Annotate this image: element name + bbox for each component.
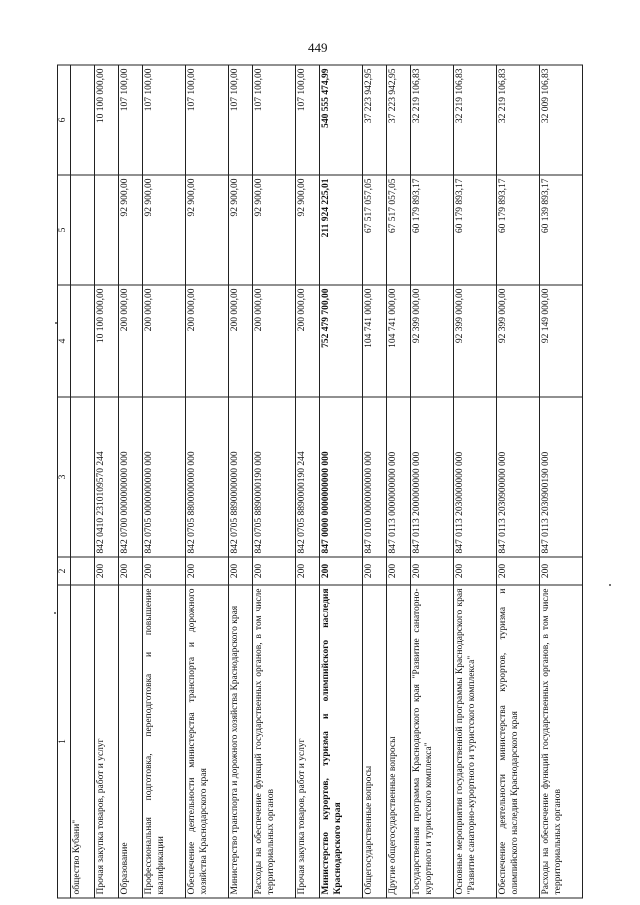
table-row	[71, 65, 95, 898]
approved-amount: 104 741 000,00	[386, 285, 410, 397]
row-name: Обеспечение деятельности министерства курортов, туризма и олимпийского наследия Краснодарского края	[496, 585, 539, 898]
executed-amount: 60 179 893,17	[410, 175, 453, 285]
row-code: 200	[539, 557, 582, 585]
table-row	[118, 65, 142, 898]
row-name: Министерство курортов, туризма и олимпийского наследия Краснодарского края	[319, 585, 362, 898]
budget-code: 847 0000 0000000000 000	[319, 397, 362, 557]
budget-code: 842 0705 8800000000 000	[185, 397, 228, 557]
row-code: 200	[410, 557, 453, 585]
executed-amount: 60 139 893,17	[539, 175, 582, 285]
remaining-amount	[71, 65, 95, 175]
remaining-amount: 37 223 942,95	[362, 65, 386, 175]
table-row	[496, 65, 539, 898]
scan-speck	[609, 584, 611, 586]
row-code: 200	[228, 557, 252, 585]
budget-code: 847 0113 2030000000 000	[453, 397, 496, 557]
remaining-amount: 32 219 106,83	[410, 65, 453, 175]
executed-amount	[94, 175, 118, 285]
table-row	[252, 65, 295, 898]
approved-amount: 10 100 000,00	[94, 285, 118, 397]
budget-code: 847 0113 2030900190 000	[539, 397, 582, 557]
table-row	[386, 65, 410, 898]
scan-speck	[54, 612, 56, 614]
remaining-amount: 107 100,00	[185, 65, 228, 175]
row-name: Основные мероприятия государственной программы Краснодарского края "Развитие санаторно-курортного и туристского комплекса"	[453, 585, 496, 898]
row-name: Общегосударственные вопросы	[362, 585, 386, 898]
table-row	[185, 65, 228, 898]
row-name: общество Кубани"	[71, 585, 95, 898]
executed-amount	[71, 175, 95, 285]
row-code: 200	[94, 557, 118, 585]
remaining-amount: 107 100,00	[142, 65, 185, 175]
remaining-amount: 37 223 942,95	[386, 65, 410, 175]
row-code	[71, 557, 95, 585]
executed-amount: 92 900,00	[185, 175, 228, 285]
row-code: 200	[496, 557, 539, 585]
row-name: Другие общегосударственные вопросы	[386, 585, 410, 898]
approved-amount: 200 000,00	[295, 285, 319, 397]
approved-amount	[71, 285, 95, 397]
table-body	[71, 65, 583, 898]
budget-code: 847 0113 2000000000 000	[410, 397, 453, 557]
row-name: Государственная программа Краснодарского края "Развитие санаторно-курортного и туристского комплекса"	[410, 585, 453, 898]
approved-amount: 200 000,00	[142, 285, 185, 397]
executed-amount: 92 900,00	[295, 175, 319, 285]
remaining-amount: 107 100,00	[228, 65, 252, 175]
executed-amount: 211 924 225,01	[319, 175, 362, 285]
row-code: 200	[252, 557, 295, 585]
remaining-amount: 107 100,00	[295, 65, 319, 175]
executed-amount: 92 900,00	[118, 175, 142, 285]
remaining-amount: 107 100,00	[252, 65, 295, 175]
row-name: Расходы на обеспечение функций государственных органов, в том числе территориальных органов	[252, 585, 295, 898]
approved-amount: 752 479 700,00	[319, 285, 362, 397]
table-row	[94, 65, 118, 898]
remaining-amount: 10 100 000,00	[94, 65, 118, 175]
column-header: 4	[58, 285, 71, 397]
table-row	[362, 65, 386, 898]
table-row	[228, 65, 252, 898]
approved-amount: 92 149 000,00	[539, 285, 582, 397]
remaining-amount: 32 219 106,83	[453, 65, 496, 175]
column-header: 5	[58, 175, 71, 285]
column-header: 2	[58, 557, 71, 585]
column-header: 6	[58, 65, 71, 175]
budget-code	[71, 397, 95, 557]
row-code: 200	[185, 557, 228, 585]
executed-amount: 92 900,00	[142, 175, 185, 285]
row-name: Профессиональная подготовка, переподготовка и повышение квалификации	[142, 585, 185, 898]
row-code: 200	[118, 557, 142, 585]
row-name: Министерство транспорта и дорожного хозяйства Краснодарского края	[228, 585, 252, 898]
executed-amount: 60 179 893,17	[453, 175, 496, 285]
approved-amount: 104 741 000,00	[362, 285, 386, 397]
budget-code: 847 0100 0000000000 000	[362, 397, 386, 557]
row-code: 200	[295, 557, 319, 585]
budget-table	[57, 65, 583, 899]
row-name: Расходы на обеспечение функций государственных органов, в том числе территориальных органов	[539, 585, 582, 898]
page-number: 449	[308, 40, 328, 55]
table-row	[539, 65, 582, 898]
table-row	[453, 65, 496, 898]
executed-amount: 92 900,00	[228, 175, 252, 285]
row-code: 200	[386, 557, 410, 585]
approved-amount: 200 000,00	[252, 285, 295, 397]
table-row	[142, 65, 185, 898]
budget-code: 842 0705 8890000190 244	[295, 397, 319, 557]
row-name: Обеспечение деятельности министерства транспорта и дорожного хозяйства Краснодарского края	[185, 585, 228, 898]
remaining-amount: 540 555 474,99	[319, 65, 362, 175]
header-row	[58, 65, 71, 898]
budget-code: 842 0705 8890000000 000	[228, 397, 252, 557]
budget-code: 842 0705 0000000000 000	[142, 397, 185, 557]
executed-amount: 60 179 893,17	[496, 175, 539, 285]
budget-code: 842 0700 0000000000 000	[118, 397, 142, 557]
column-header: 3	[58, 397, 71, 557]
budget-code: 842 0410 2310109570 244	[94, 397, 118, 557]
row-name: Прочая закупка товаров, работ и услуг	[94, 585, 118, 898]
approved-amount: 92 399 000,00	[453, 285, 496, 397]
approved-amount: 200 000,00	[185, 285, 228, 397]
row-code: 200	[319, 557, 362, 585]
remaining-amount: 32 219 106,83	[496, 65, 539, 175]
budget-code: 847 0113 2030900000 000	[496, 397, 539, 557]
table-row	[410, 65, 453, 898]
table-row	[295, 65, 319, 898]
row-code: 200	[142, 557, 185, 585]
row-code: 200	[453, 557, 496, 585]
remaining-amount: 32 009 106,83	[539, 65, 582, 175]
remaining-amount: 107 100,00	[118, 65, 142, 175]
approved-amount: 200 000,00	[118, 285, 142, 397]
row-code: 200	[362, 557, 386, 585]
approved-amount: 200 000,00	[228, 285, 252, 397]
column-header: 1	[58, 585, 71, 898]
budget-code: 847 0113 0000000000 000	[386, 397, 410, 557]
row-name: Прочая закупка товаров, работ и услуг	[295, 585, 319, 898]
executed-amount: 92 900,00	[252, 175, 295, 285]
executed-amount: 67 517 057,05	[362, 175, 386, 285]
executed-amount: 67 517 057,05	[386, 175, 410, 285]
table-row	[319, 65, 362, 898]
approved-amount: 92 399 000,00	[496, 285, 539, 397]
rotated-table-wrapper	[57, 66, 583, 899]
budget-code: 842 0705 8890000190 000	[252, 397, 295, 557]
approved-amount: 92 399 000,00	[410, 285, 453, 397]
row-name: Образование	[118, 585, 142, 898]
